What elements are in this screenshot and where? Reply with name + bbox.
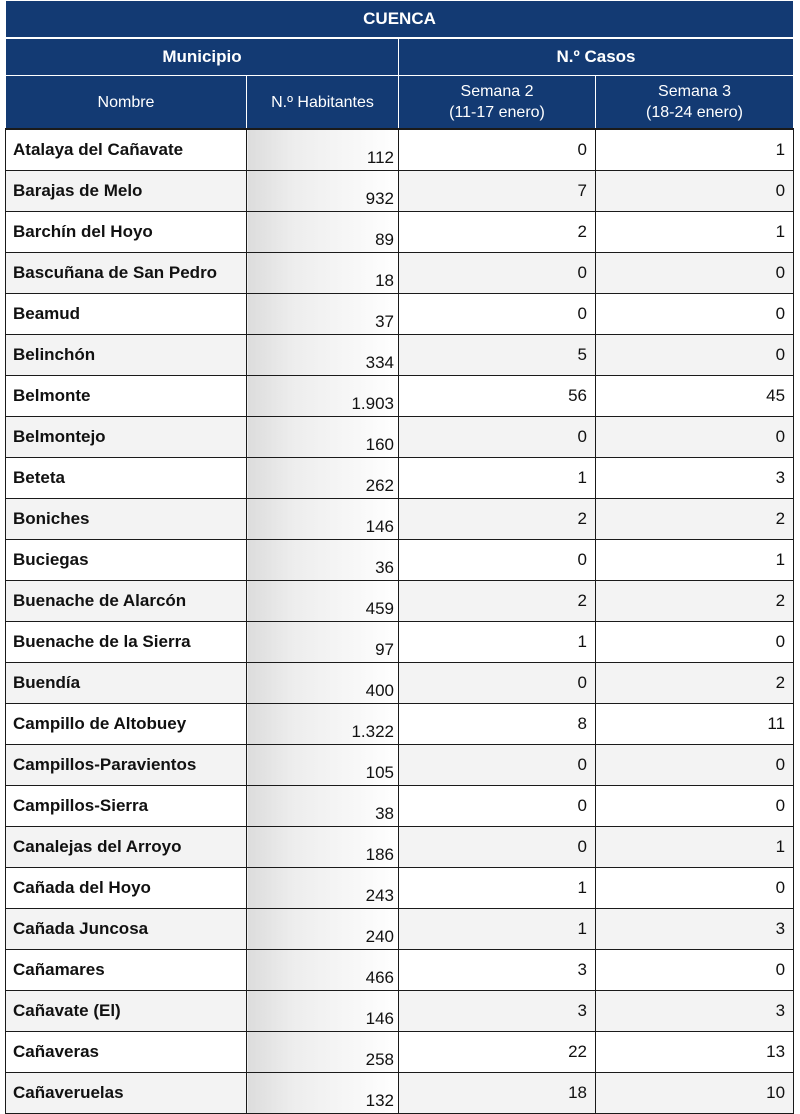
semana3-cases-cell: 45	[596, 376, 794, 417]
semana2-cases-cell: 0	[399, 253, 596, 294]
semana3-cases-cell: 1	[596, 129, 794, 171]
municipio-name-cell: Bascuñana de San Pedro	[6, 253, 247, 294]
table-row	[6, 499, 794, 540]
municipio-name-cell: Cañamares	[6, 950, 247, 991]
habitantes-cell: 243	[247, 868, 399, 909]
habitantes-cell: 112	[247, 129, 399, 171]
semana2-cases-cell: 0	[399, 417, 596, 458]
municipio-name-cell: Beamud	[6, 294, 247, 335]
semana3-cases-cell: 0	[596, 622, 794, 663]
semana3-header-line1: Semana 3	[658, 83, 731, 100]
semana3-cases-cell: 0	[596, 171, 794, 212]
semana2-cases-cell: 0	[399, 663, 596, 704]
municipio-name-cell: Barajas de Melo	[6, 171, 247, 212]
table-row	[6, 827, 794, 868]
habitantes-cell: 37	[247, 294, 399, 335]
municipio-name-cell: Buendía	[6, 663, 247, 704]
municipio-name-cell: Belmonte	[6, 376, 247, 417]
municipio-name-cell: Belmontejo	[6, 417, 247, 458]
table-row	[6, 704, 794, 745]
municipio-name-cell: Atalaya del Cañavate	[6, 129, 247, 171]
habitantes-cell: 89	[247, 212, 399, 253]
habitantes-cell: 160	[247, 417, 399, 458]
semana2-cases-cell: 3	[399, 991, 596, 1032]
semana2-cases-cell: 2	[399, 581, 596, 622]
municipio-name-cell: Canalejas del Arroyo	[6, 827, 247, 868]
municipio-name-cell: Campillo de Altobuey	[6, 704, 247, 745]
semana2-cases-cell: 0	[399, 540, 596, 581]
semana2-header-line2: (11-17 enero)	[449, 104, 545, 121]
semana3-cases-cell: 0	[596, 294, 794, 335]
semana2-column-header	[399, 76, 596, 130]
semana3-cases-cell: 0	[596, 253, 794, 294]
cases-table-container	[5, 0, 793, 1114]
semana3-cases-cell: 0	[596, 950, 794, 991]
nombre-column-header: Nombre	[6, 76, 247, 130]
semana3-cases-cell: 0	[596, 417, 794, 458]
table-row	[6, 335, 794, 376]
semana3-cases-cell: 1	[596, 212, 794, 253]
semana2-cases-cell: 0	[399, 745, 596, 786]
semana3-cases-cell: 1	[596, 540, 794, 581]
habitantes-cell: 932	[247, 171, 399, 212]
table-row	[6, 581, 794, 622]
semana3-cases-cell: 13	[596, 1032, 794, 1073]
semana2-cases-cell: 2	[399, 499, 596, 540]
municipio-name-cell: Cañada Juncosa	[6, 909, 247, 950]
semana2-cases-cell: 1	[399, 622, 596, 663]
semana3-cases-cell: 0	[596, 335, 794, 376]
table-header	[6, 1, 794, 130]
semana2-cases-cell: 0	[399, 129, 596, 171]
municipio-group-header: Municipio	[6, 38, 399, 76]
table-row	[6, 171, 794, 212]
habitantes-cell: 258	[247, 1032, 399, 1073]
table-row	[6, 253, 794, 294]
semana2-cases-cell: 3	[399, 950, 596, 991]
habitantes-cell: 38	[247, 786, 399, 827]
habitantes-cell: 400	[247, 663, 399, 704]
habitantes-cell: 18	[247, 253, 399, 294]
cases-table	[5, 0, 794, 1114]
table-row	[6, 1073, 794, 1114]
habitantes-cell: 459	[247, 581, 399, 622]
semana3-cases-cell: 3	[596, 909, 794, 950]
habitantes-cell: 466	[247, 950, 399, 991]
table-row	[6, 950, 794, 991]
semana3-cases-cell: 3	[596, 991, 794, 1032]
table-row	[6, 212, 794, 253]
table-row	[6, 991, 794, 1032]
semana2-cases-cell: 0	[399, 294, 596, 335]
semana2-header-line1: Semana 2	[460, 83, 534, 100]
table-row	[6, 663, 794, 704]
table-row	[6, 376, 794, 417]
municipio-name-cell: Cañavate (El)	[6, 991, 247, 1032]
semana3-header-line2: (18-24 enero)	[646, 104, 743, 121]
municipio-name-cell: Campillos-Paravientos	[6, 745, 247, 786]
municipio-name-cell: Cañada del Hoyo	[6, 868, 247, 909]
habitantes-cell: 146	[247, 991, 399, 1032]
semana3-cases-cell: 3	[596, 458, 794, 499]
habitantes-cell: 132	[247, 1073, 399, 1114]
habitantes-cell: 334	[247, 335, 399, 376]
habitantes-cell: 1.322	[247, 704, 399, 745]
semana2-cases-cell: 18	[399, 1073, 596, 1114]
table-row	[6, 1032, 794, 1073]
semana2-cases-cell: 8	[399, 704, 596, 745]
habitantes-cell: 146	[247, 499, 399, 540]
municipio-name-cell: Campillos-Sierra	[6, 786, 247, 827]
semana3-cases-cell: 0	[596, 745, 794, 786]
semana3-cases-cell: 1	[596, 827, 794, 868]
semana2-cases-cell: 0	[399, 786, 596, 827]
table-title: CUENCA	[6, 1, 794, 39]
municipio-name-cell: Buenache de la Sierra	[6, 622, 247, 663]
municipio-name-cell: Belinchón	[6, 335, 247, 376]
semana3-cases-cell: 10	[596, 1073, 794, 1114]
table-row	[6, 294, 794, 335]
table-row	[6, 745, 794, 786]
municipio-name-cell: Boniches	[6, 499, 247, 540]
habitantes-cell: 240	[247, 909, 399, 950]
municipio-name-cell: Barchín del Hoyo	[6, 212, 247, 253]
municipio-name-cell: Beteta	[6, 458, 247, 499]
municipio-name-cell: Buenache de Alarcón	[6, 581, 247, 622]
habitantes-cell: 1.903	[247, 376, 399, 417]
habitantes-cell: 105	[247, 745, 399, 786]
semana2-cases-cell: 1	[399, 458, 596, 499]
municipio-name-cell: Cañaveruelas	[6, 1073, 247, 1114]
semana2-cases-cell: 2	[399, 212, 596, 253]
semana3-cases-cell: 0	[596, 786, 794, 827]
table-row	[6, 540, 794, 581]
table-row	[6, 868, 794, 909]
table-row	[6, 458, 794, 499]
habitantes-cell: 97	[247, 622, 399, 663]
table-row	[6, 417, 794, 458]
semana2-cases-cell: 1	[399, 909, 596, 950]
habitantes-cell: 186	[247, 827, 399, 868]
semana2-cases-cell: 0	[399, 827, 596, 868]
semana3-column-header	[596, 76, 794, 130]
habitantes-column-header: N.º Habitantes	[247, 76, 399, 130]
semana3-cases-cell: 2	[596, 499, 794, 540]
habitantes-cell: 262	[247, 458, 399, 499]
semana2-cases-cell: 7	[399, 171, 596, 212]
table-body	[6, 129, 794, 1114]
semana3-cases-cell: 2	[596, 663, 794, 704]
municipio-name-cell: Buciegas	[6, 540, 247, 581]
semana3-cases-cell: 2	[596, 581, 794, 622]
semana2-cases-cell: 1	[399, 868, 596, 909]
municipio-name-cell: Cañaveras	[6, 1032, 247, 1073]
habitantes-cell: 36	[247, 540, 399, 581]
table-row	[6, 622, 794, 663]
semana2-cases-cell: 56	[399, 376, 596, 417]
casos-group-header: N.º Casos	[399, 38, 794, 76]
semana2-cases-cell: 5	[399, 335, 596, 376]
semana3-cases-cell: 0	[596, 868, 794, 909]
semana2-cases-cell: 22	[399, 1032, 596, 1073]
table-row	[6, 129, 794, 171]
semana3-cases-cell: 11	[596, 704, 794, 745]
table-row	[6, 786, 794, 827]
table-row	[6, 909, 794, 950]
